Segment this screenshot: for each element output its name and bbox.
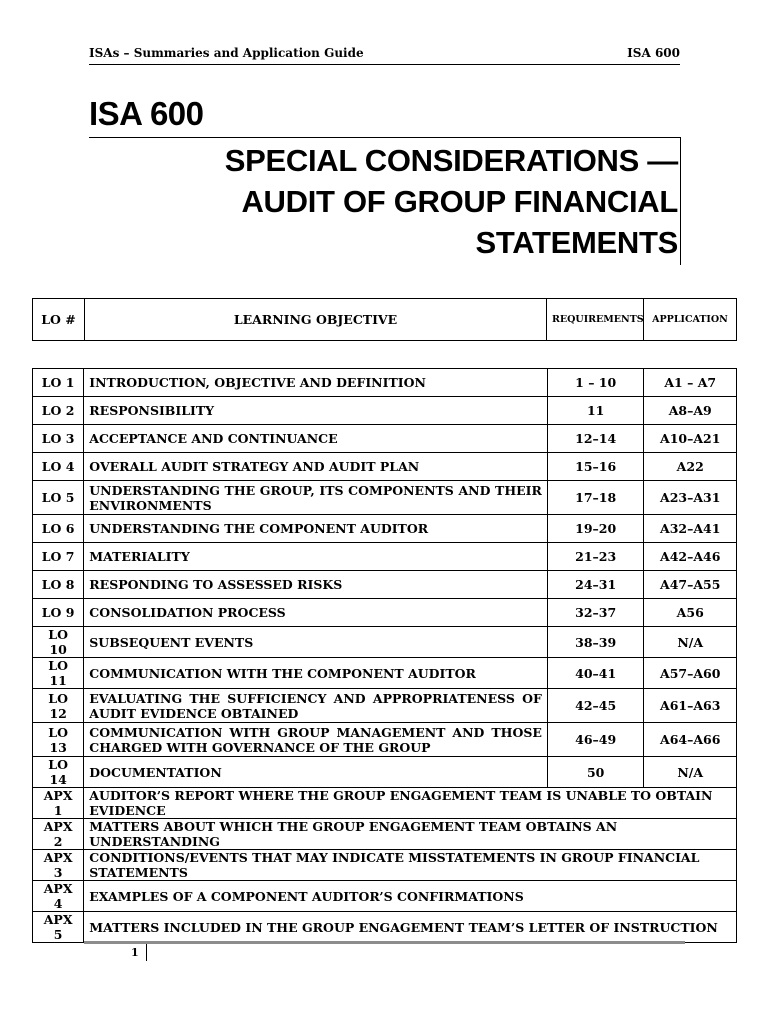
appendix-row bbox=[33, 912, 737, 943]
requirements-cell: 11 bbox=[547, 397, 644, 425]
lo-cell: LO 12 bbox=[33, 689, 84, 723]
table-row bbox=[33, 543, 737, 571]
objective-cell: MATERIALITY bbox=[84, 543, 548, 571]
objective-cell: SUBSEQUENT EVENTS bbox=[84, 627, 548, 658]
subtitle-line-1: SPECIAL CONSIDERATIONS — bbox=[224, 143, 678, 178]
table-row bbox=[33, 425, 737, 453]
appendix-id-cell: APX 2 bbox=[33, 819, 84, 850]
header-guide-title: ISAs – Summaries and Application Guide bbox=[89, 46, 364, 60]
title-divider bbox=[89, 137, 681, 138]
requirements-cell: 50 bbox=[547, 757, 644, 788]
appendix-row bbox=[33, 850, 737, 881]
objectives-table-header bbox=[32, 298, 737, 341]
lo-cell: LO 8 bbox=[33, 571, 84, 599]
lo-cell: LO 11 bbox=[33, 658, 84, 689]
objectives-table-body bbox=[33, 369, 737, 943]
application-cell: A42–A46 bbox=[644, 543, 737, 571]
lo-cell: LO 4 bbox=[33, 453, 84, 481]
appendix-title-cell: CONDITIONS/EVENTS THAT MAY INDICATE MISSTATEMENTS IN GROUP FINANCIAL STATEMENTS bbox=[84, 850, 737, 881]
appendix-id-cell: APX 3 bbox=[33, 850, 84, 881]
appendix-title-cell: MATTERS ABOUT WHICH THE GROUP ENGAGEMENT TEAM OBTAINS AN UNDERSTANDING bbox=[84, 819, 737, 850]
table-row bbox=[33, 571, 737, 599]
objective-cell: COMMUNICATION WITH GROUP MANAGEMENT AND THOSE CHARGED WITH GOVERNANCE OF THE GROUP bbox=[84, 723, 548, 757]
requirements-cell: 19–20 bbox=[547, 515, 644, 543]
application-cell: A61–A63 bbox=[644, 689, 737, 723]
appendix-row bbox=[33, 881, 737, 912]
lo-cell: LO 9 bbox=[33, 599, 84, 627]
objective-cell: INTRODUCTION, OBJECTIVE AND DEFINITION bbox=[84, 369, 548, 397]
lo-cell: LO 3 bbox=[33, 425, 84, 453]
column-header-requirements: REQUIREMENTS bbox=[547, 299, 644, 341]
appendix-id-cell: APX 5 bbox=[33, 912, 84, 943]
application-cell: A57–A60 bbox=[644, 658, 737, 689]
application-cell: A64–A66 bbox=[644, 723, 737, 757]
page-number-divider bbox=[146, 944, 147, 961]
page-number: 1 bbox=[131, 946, 139, 959]
column-header-application: APPLICATION bbox=[644, 299, 737, 341]
lo-cell: LO 1 bbox=[33, 369, 84, 397]
application-cell: A8–A9 bbox=[644, 397, 737, 425]
subtitle-line-3: STATEMENTS bbox=[475, 225, 678, 260]
document-subtitle bbox=[118, 140, 678, 263]
application-cell: A32–A41 bbox=[644, 515, 737, 543]
requirements-cell: 42–45 bbox=[547, 689, 644, 723]
objective-cell: RESPONDING TO ASSESSED RISKS bbox=[84, 571, 548, 599]
objective-cell: UNDERSTANDING THE COMPONENT AUDITOR bbox=[84, 515, 548, 543]
appendix-title-cell: EXAMPLES OF A COMPONENT AUDITOR’S CONFIRMATIONS bbox=[84, 881, 737, 912]
requirements-cell: 15–16 bbox=[547, 453, 644, 481]
subtitle-line-2: AUDIT OF GROUP FINANCIAL bbox=[241, 184, 678, 219]
requirements-cell: 21–23 bbox=[547, 543, 644, 571]
lo-cell: LO 2 bbox=[33, 397, 84, 425]
requirements-cell: 40–41 bbox=[547, 658, 644, 689]
column-header-objective: LEARNING OBJECTIVE bbox=[85, 299, 547, 341]
requirements-cell: 17–18 bbox=[547, 481, 644, 515]
table-row bbox=[33, 453, 737, 481]
running-header bbox=[89, 46, 680, 65]
table-row bbox=[33, 689, 737, 723]
objective-cell: RESPONSIBILITY bbox=[84, 397, 548, 425]
requirements-cell: 1 – 10 bbox=[547, 369, 644, 397]
requirements-cell: 32–37 bbox=[547, 599, 644, 627]
objective-cell: OVERALL AUDIT STRATEGY AND AUDIT PLAN bbox=[84, 453, 548, 481]
table-row bbox=[33, 627, 737, 658]
footer-divider bbox=[84, 941, 685, 944]
lo-cell: LO 5 bbox=[33, 481, 84, 515]
application-cell: A56 bbox=[644, 599, 737, 627]
objectives-table bbox=[32, 368, 737, 943]
table-row bbox=[33, 723, 737, 757]
requirements-cell: 12–14 bbox=[547, 425, 644, 453]
table-row bbox=[33, 658, 737, 689]
appendix-id-cell: APX 4 bbox=[33, 881, 84, 912]
objective-cell: CONSOLIDATION PROCESS bbox=[84, 599, 548, 627]
appendix-row bbox=[33, 788, 737, 819]
appendix-id-cell: APX 1 bbox=[33, 788, 84, 819]
column-header-lo: LO # bbox=[33, 299, 85, 341]
application-cell: A1 – A7 bbox=[644, 369, 737, 397]
objective-cell: UNDERSTANDING THE GROUP, ITS COMPONENTS AND THEIR ENVIRONMENTS bbox=[84, 481, 548, 515]
lo-cell: LO 10 bbox=[33, 627, 84, 658]
lo-cell: LO 13 bbox=[33, 723, 84, 757]
table-row bbox=[33, 599, 737, 627]
requirements-cell: 24–31 bbox=[547, 571, 644, 599]
application-cell: A47–A55 bbox=[644, 571, 737, 599]
objective-cell: ACCEPTANCE AND CONTINUANCE bbox=[84, 425, 548, 453]
table-row bbox=[33, 757, 737, 788]
table-row bbox=[33, 481, 737, 515]
requirements-cell: 46–49 bbox=[547, 723, 644, 757]
lo-cell: LO 7 bbox=[33, 543, 84, 571]
header-row bbox=[33, 299, 737, 341]
lo-cell: LO 14 bbox=[33, 757, 84, 788]
application-cell: N/A bbox=[644, 627, 737, 658]
document-title: ISA 600 bbox=[89, 95, 204, 132]
objective-cell: EVALUATING THE SUFFICIENCY AND APPROPRIATENESS OF AUDIT EVIDENCE OBTAINED bbox=[84, 689, 548, 723]
objective-cell: COMMUNICATION WITH THE COMPONENT AUDITOR bbox=[84, 658, 548, 689]
application-cell: A23–A31 bbox=[644, 481, 737, 515]
appendix-title-cell: MATTERS INCLUDED IN THE GROUP ENGAGEMENT TEAM’S LETTER OF INSTRUCTION bbox=[84, 912, 737, 943]
application-cell: A10–A21 bbox=[644, 425, 737, 453]
table-row bbox=[33, 397, 737, 425]
table-row bbox=[33, 369, 737, 397]
lo-cell: LO 6 bbox=[33, 515, 84, 543]
table-row bbox=[33, 515, 737, 543]
title-vertical-divider bbox=[680, 137, 681, 265]
application-cell: A22 bbox=[644, 453, 737, 481]
requirements-cell: 38–39 bbox=[547, 627, 644, 658]
appendix-title-cell: AUDITOR’S REPORT WHERE THE GROUP ENGAGEMENT TEAM IS UNABLE TO OBTAIN EVIDENCE bbox=[84, 788, 737, 819]
header-standard-number: ISA 600 bbox=[627, 46, 680, 60]
application-cell: N/A bbox=[644, 757, 737, 788]
objective-cell: DOCUMENTATION bbox=[84, 757, 548, 788]
appendix-row bbox=[33, 819, 737, 850]
